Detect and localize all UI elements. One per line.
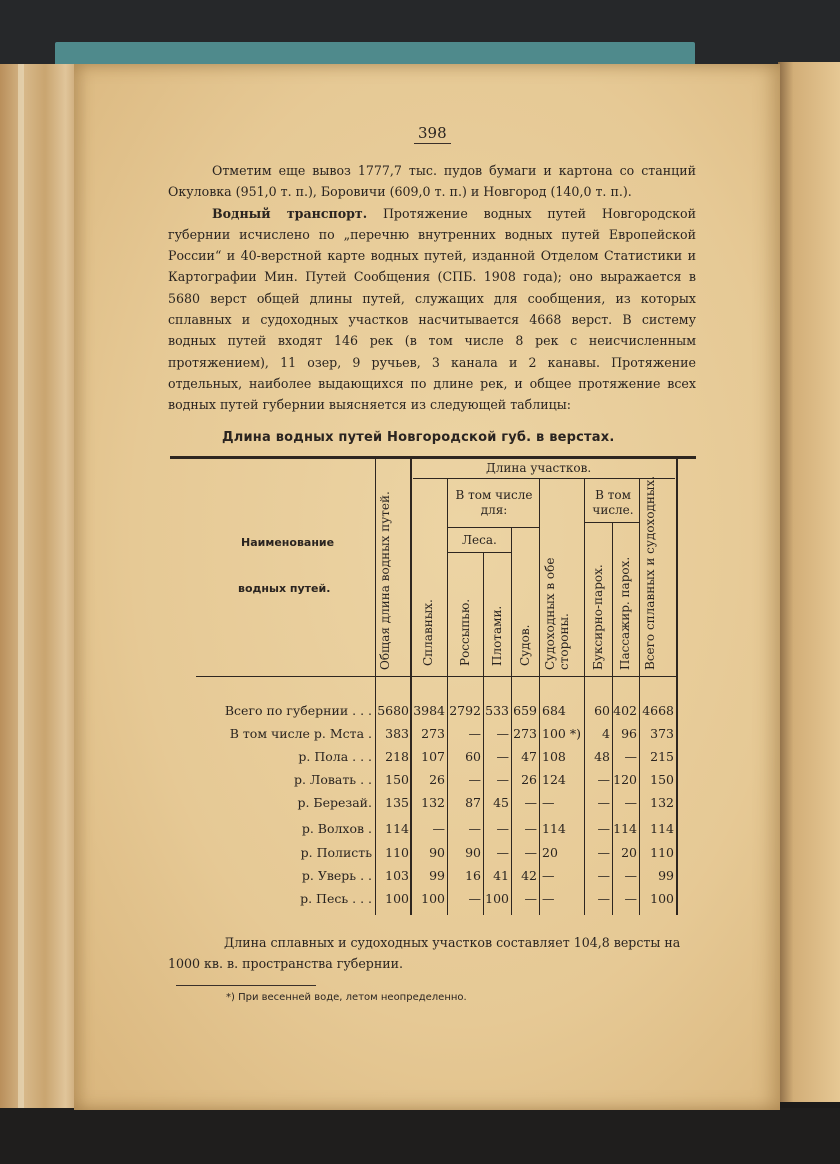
table-cell: 107 <box>421 749 445 764</box>
table-cell: 47 <box>521 749 537 764</box>
table-cell: 4668 <box>642 703 674 718</box>
vline-right <box>676 459 678 915</box>
header-total-float-nav: Всего сплавных и судоходных. <box>643 475 657 670</box>
table-cell: 373 <box>650 726 674 741</box>
table-cell: 60 <box>594 703 610 718</box>
table-cell: 218 <box>385 749 409 764</box>
table-cell: — <box>496 749 509 764</box>
table-cell: 4 <box>602 726 610 741</box>
table-cell: 20 <box>621 845 637 860</box>
row-name-0: Всего по губернии . . . <box>224 703 372 718</box>
table-cell: 533 <box>485 703 509 718</box>
table-cell: 273 <box>421 726 445 741</box>
table-cell: 2792 <box>449 703 481 718</box>
left-page-stack <box>0 64 82 1112</box>
table-cell: 90 <box>429 845 445 860</box>
paragraph-2-text: Протяжение водных путей Новгородской губернии исчислено по „перечню внутренних водных путей Европейской России“ и 40-верстной карте водных путей, изданной Отделом Статистики и Картографии Мин. Путей Сообщения (СПБ. 1908 года); оно выражается в 5680 верст общей длины путей, служащих для сообщения, из которых сплавных и судоходных участков насчитывается 4668 верст. В систему водных путей входят 146 рек (в том числе 8 рек с неисчисленным протяжением), 11 озер, 9 ручьев, 3 канала и 2 канавы. Протяжение отдельных, наиболее выдающихся по длине рек, и общее протяжение всех водных путей губернии выясняется из следующей таблицы: <box>168 205 696 413</box>
header-rafts: Плотами. <box>490 605 504 666</box>
table-cell: 20 <box>542 845 558 860</box>
header-name-line1: Наименование <box>241 536 335 549</box>
paragraph-1: Отметим еще вывоз 1777,7 тыс. пудов бумаги и картона со станций Окуловка (951,0 т. п.), Боровичи (609,0 т. п.) и Новгород (140,0 т. п.). <box>168 163 696 200</box>
table-cell: 90 <box>465 845 481 860</box>
table-cell: 26 <box>521 772 537 787</box>
table-cell: — <box>524 795 537 810</box>
closing-text <box>168 932 696 974</box>
table-cell: — <box>468 891 481 906</box>
header-navigable: Судоходных в обе стороны. <box>543 557 571 670</box>
row-name-3: р. Ловать . . <box>293 772 372 787</box>
row-name-2: р. Пола . . . <box>298 749 372 764</box>
header-floatable: Сплавных. <box>421 599 435 666</box>
table-cell: 103 <box>385 868 409 883</box>
header-bottom-rule <box>196 676 678 677</box>
table-cell: — <box>597 821 610 836</box>
paragraph-2 <box>168 203 696 416</box>
table-cell: 48 <box>594 749 610 764</box>
header-sections-group: Длина участков. <box>486 461 592 475</box>
table-cell: 42 <box>521 868 537 883</box>
table-cell: 215 <box>650 749 674 764</box>
table-cell: — <box>496 772 509 787</box>
row-name-5: р. Волхов . <box>301 821 372 836</box>
rule-timber <box>447 552 511 553</box>
header-timber: Леса. <box>462 533 497 547</box>
table-cell: — <box>468 772 481 787</box>
table-cell: 114 <box>613 821 637 836</box>
table-cell: — <box>432 821 445 836</box>
table-cell: 659 <box>513 703 537 718</box>
table-cell: 114 <box>385 821 409 836</box>
rule-for <box>447 527 539 528</box>
row-name-7: р. Уверь . . <box>301 868 372 883</box>
right-page-edge <box>778 62 840 1102</box>
table-cell: 100 <box>485 891 509 906</box>
table-cell: 124 <box>542 772 566 787</box>
background-bottom <box>0 1108 840 1164</box>
table-cell: — <box>597 772 610 787</box>
row-name-1: В том числе р. Мста . <box>229 726 372 741</box>
table-cell: — <box>624 749 637 764</box>
table-cell: 110 <box>385 845 409 860</box>
table-cell: 100 <box>385 891 409 906</box>
paragraph-2-lead: Водный транспорт. <box>212 205 368 221</box>
table-cell: — <box>542 868 555 883</box>
header-incl: В том числе. <box>592 488 634 517</box>
table-cell: 684 <box>542 703 566 718</box>
table-cell: — <box>496 821 509 836</box>
table-cell: — <box>542 891 555 906</box>
table-top-rule <box>170 456 696 459</box>
table-cell: 150 <box>650 772 674 787</box>
table-cell: 110 <box>650 845 674 860</box>
table-cell: 60 <box>465 749 481 764</box>
table-cell: 16 <box>465 868 481 883</box>
page-number: 398 <box>414 124 451 144</box>
header-tug: Буксирно-парох. <box>591 564 605 670</box>
closing-paragraph: Длина сплавных и судоходных участков составляет 104,8 версты на 1000 кв. в. пространства губернии. <box>168 935 681 971</box>
header-passenger: Пассажир. парох. <box>618 556 632 670</box>
table-cell: 99 <box>658 868 674 883</box>
table-cell: 132 <box>650 795 674 810</box>
table-cell: 5680 <box>377 703 409 718</box>
table-cell: — <box>524 891 537 906</box>
table-cell: — <box>624 795 637 810</box>
header-loose: Россыпью. <box>458 598 472 666</box>
table-cell: — <box>624 891 637 906</box>
table-cell: — <box>597 845 610 860</box>
table-cell: 100 <box>421 891 445 906</box>
table-cell: 132 <box>421 795 445 810</box>
table-cell: 108 <box>542 749 566 764</box>
header-ships: Судов. <box>518 624 532 666</box>
row-name-8: р. Песь . . . <box>300 891 372 906</box>
table-cell: 135 <box>385 795 409 810</box>
book-cover-edge <box>55 42 695 66</box>
rule-sections <box>413 478 675 479</box>
table-cell: 383 <box>385 726 409 741</box>
table-cell: — <box>524 845 537 860</box>
table-cell: — <box>468 821 481 836</box>
table-cell: 41 <box>493 868 509 883</box>
header-name-line2: водных путей. <box>238 582 331 595</box>
footnote-rule <box>176 985 316 986</box>
table-cell: 96 <box>621 726 637 741</box>
table-cell: — <box>468 726 481 741</box>
row-name-6: р. Полисть <box>300 845 372 860</box>
table-cell: — <box>496 845 509 860</box>
table-cell: — <box>624 868 637 883</box>
table-cell: 99 <box>429 868 445 883</box>
body-text <box>168 160 696 416</box>
table-title: Длина водных путей Новгородской губ. в верстах. <box>222 430 615 445</box>
header-incl-for: В том числе для: <box>455 488 533 517</box>
table-cell: — <box>597 868 610 883</box>
table-cell: 120 <box>613 772 637 787</box>
table-cell: 45 <box>493 795 509 810</box>
table-cell: — <box>542 795 555 810</box>
footnote: *) При весенней воде, летом неопределенно. <box>226 992 467 1003</box>
table-cell: 150 <box>385 772 409 787</box>
table-cell: 402 <box>613 703 637 718</box>
table-cell: 100 <box>650 891 674 906</box>
table-cell: 26 <box>429 772 445 787</box>
table-cell: — <box>597 795 610 810</box>
table-cell: 100 *) <box>542 726 581 741</box>
table-cell: 114 <box>650 821 674 836</box>
table-cell: 114 <box>542 821 566 836</box>
table-cell: 3984 <box>413 703 445 718</box>
row-name-4: р. Березай. <box>297 795 372 810</box>
table-cell: 87 <box>465 795 481 810</box>
table-cell: — <box>524 821 537 836</box>
table-cell: — <box>597 891 610 906</box>
header-total-length: Общая длина водных путей. <box>378 491 392 670</box>
vline-ships <box>539 478 540 915</box>
table-cell: 273 <box>513 726 537 741</box>
table-cell: — <box>496 726 509 741</box>
